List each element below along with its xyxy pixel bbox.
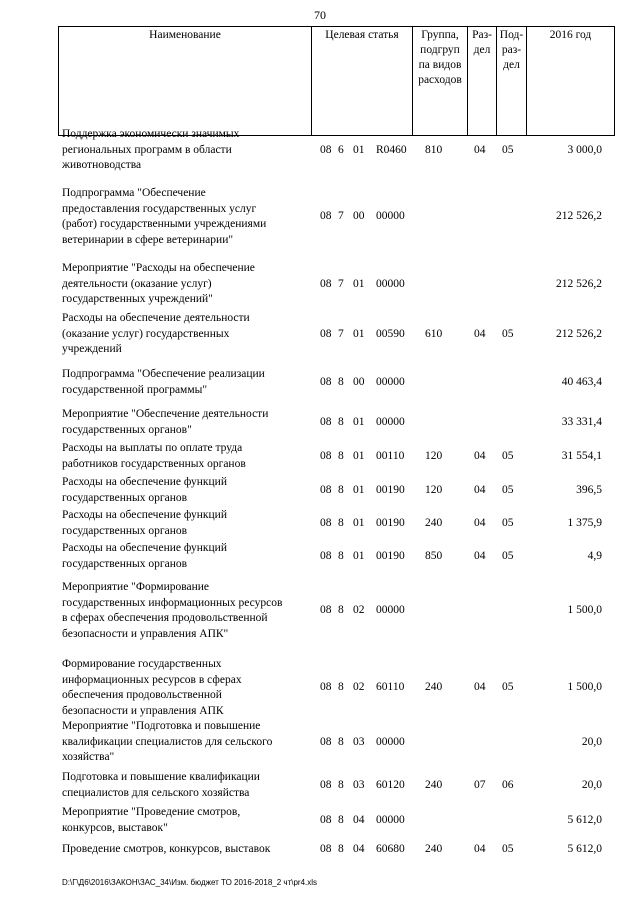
row-name-line: предоставления государственных услуг xyxy=(62,202,257,215)
row-name-line: работников государственных органов xyxy=(62,457,246,470)
code-direction: 00590 xyxy=(376,327,405,340)
row-name-line: Расходы на обеспечение функций xyxy=(62,476,227,488)
code-measure: 01 xyxy=(353,449,365,462)
header-target xyxy=(312,27,413,135)
code-measure: 04 xyxy=(353,813,365,826)
subsection: 05 xyxy=(502,681,514,694)
code-direction: 60120 xyxy=(376,778,405,791)
code-program: 08 xyxy=(320,843,332,855)
section: 04 xyxy=(474,681,486,694)
row-name-line: Поддержка экономически значимых xyxy=(62,128,240,140)
header-group xyxy=(413,27,468,135)
file-path-footer: D:\Г\Д6\2016\ЗАКОН\ЗАС_34\Изм. бюджет ТО 2016-2018_2 чт\pr4.xls xyxy=(62,878,318,887)
code-program: 08 xyxy=(320,549,332,562)
amount-2016: 40 463,4 xyxy=(561,375,602,388)
code-direction: 60680 xyxy=(376,843,405,855)
row-name-line: хозяйства" xyxy=(62,751,115,763)
row-name-line: обеспечения продовольственной xyxy=(62,689,222,701)
header-section-line: Раз- xyxy=(472,29,492,41)
code-measure: 04 xyxy=(353,843,365,855)
expense-type: 610 xyxy=(425,327,443,340)
section: 04 xyxy=(474,516,486,529)
row-name-line: Подпрограмма "Обеспечение реализации xyxy=(62,368,265,380)
code-direction: 00000 xyxy=(376,735,405,748)
row-name-line: учреждений xyxy=(62,343,122,355)
code-subprogram: 8 xyxy=(338,843,344,855)
expense-type: 240 xyxy=(425,843,443,855)
code-direction: 00000 xyxy=(376,813,405,826)
code-program: 08 xyxy=(320,415,332,428)
code-measure: 03 xyxy=(353,735,365,748)
amount-2016: 1 500,0 xyxy=(567,681,602,694)
row-name xyxy=(62,657,312,719)
code-program: 08 xyxy=(320,778,332,791)
code-program: 08 xyxy=(320,735,332,748)
row-name-line: Мероприятие "Проведение смотров, xyxy=(62,806,241,818)
expense-type: 850 xyxy=(425,549,443,562)
section: 04 xyxy=(474,549,486,562)
code-direction: R0460 xyxy=(376,143,407,156)
section: 04 xyxy=(474,143,486,156)
code-measure: 02 xyxy=(353,681,365,694)
code-program: 08 xyxy=(320,277,332,290)
code-direction: 00190 xyxy=(376,549,405,562)
header-group-line: па видов xyxy=(418,59,462,71)
subsection: 05 xyxy=(502,516,514,529)
code-measure: 00 xyxy=(353,375,365,388)
code-subprogram: 8 xyxy=(338,415,344,428)
subsection: 05 xyxy=(502,483,514,496)
row-name xyxy=(62,719,312,766)
row-name-line: деятельности (оказание услуг) xyxy=(62,277,212,290)
code-measure: 01 xyxy=(353,277,365,290)
code-measure: 01 xyxy=(353,415,365,428)
row-name xyxy=(62,311,312,358)
code-program: 08 xyxy=(320,449,332,462)
code-program: 08 xyxy=(320,516,332,529)
row-name-line: Расходы на обеспечение функций xyxy=(62,542,227,554)
row-name xyxy=(62,441,312,472)
header-year xyxy=(527,27,614,135)
code-direction: 00000 xyxy=(376,604,405,617)
table-row xyxy=(0,475,640,506)
header-section xyxy=(468,27,497,135)
table-row xyxy=(0,127,640,174)
table-header xyxy=(58,26,615,136)
code-measure: 01 xyxy=(353,327,365,340)
table-row xyxy=(0,261,640,308)
expense-type: 120 xyxy=(425,449,443,462)
header-group-line: Группа, xyxy=(421,29,459,41)
row-name-line: региональных программ в области xyxy=(62,143,232,156)
header-name xyxy=(59,27,312,135)
amount-2016: 20,0 xyxy=(581,778,602,791)
code-program: 08 xyxy=(320,210,332,223)
row-name-line: Мероприятие "Формирование xyxy=(62,581,210,593)
header-subsection-line: раз- xyxy=(501,44,522,56)
row-name-line: Мероприятие "Подготовка и повышение xyxy=(62,720,261,732)
amount-2016: 5 612,0 xyxy=(567,843,602,855)
row-name-line: в сферах обеспечения продовольственной xyxy=(62,612,268,624)
section: 04 xyxy=(474,327,486,340)
header-section-line: дел xyxy=(473,44,491,56)
header-subsection-line: дел xyxy=(503,59,520,71)
code-direction: 00000 xyxy=(376,415,405,428)
code-subprogram: 7 xyxy=(338,277,344,290)
code-subprogram: 7 xyxy=(338,327,344,340)
expense-type: 240 xyxy=(425,778,443,791)
row-name-line: Расходы на обеспечение деятельности xyxy=(62,312,250,324)
code-subprogram: 6 xyxy=(338,143,344,156)
code-direction: 00190 xyxy=(376,516,405,529)
amount-2016: 212 526,2 xyxy=(556,277,602,290)
row-name-line: Расходы на выплаты по оплате труда xyxy=(62,442,243,454)
header-year-label: 2016 год xyxy=(549,29,592,41)
amount-2016: 212 526,2 xyxy=(556,210,602,223)
row-name-line: государственных органов xyxy=(62,491,188,504)
table-row xyxy=(0,441,640,472)
header-name-label: Наименование xyxy=(149,29,221,41)
amount-2016: 33 331,4 xyxy=(561,415,602,428)
code-measure: 01 xyxy=(353,549,365,562)
amount-2016: 396,5 xyxy=(576,483,602,496)
code-subprogram: 7 xyxy=(338,210,344,223)
table-row xyxy=(0,842,640,858)
header-target-label: Целевая статья xyxy=(325,29,399,41)
row-name xyxy=(62,475,312,506)
header-subsection-line: Под- xyxy=(499,29,524,41)
amount-2016: 212 526,2 xyxy=(556,327,602,340)
row-name xyxy=(62,805,312,836)
row-name-line: информационных ресурсов в сферах xyxy=(62,673,242,686)
row-name-line: животноводства xyxy=(62,159,142,171)
subsection: 05 xyxy=(502,143,514,156)
code-subprogram: 8 xyxy=(338,549,344,562)
code-measure: 00 xyxy=(353,210,365,223)
code-direction: 00000 xyxy=(376,375,405,388)
code-program: 08 xyxy=(320,681,332,694)
expense-type: 240 xyxy=(425,681,443,694)
table-row xyxy=(0,805,640,836)
amount-2016: 3 000,0 xyxy=(567,143,602,156)
code-subprogram: 8 xyxy=(338,516,344,529)
table-row xyxy=(0,311,640,358)
row-name-line: Формирование государственных xyxy=(62,658,222,670)
row-name-line: Расходы на обеспечение функций xyxy=(62,509,227,521)
row-name-line: Проведение смотров, конкурсов, выставок xyxy=(62,843,271,855)
row-name-line: безопасности и управления АПК xyxy=(62,704,224,717)
code-subprogram: 8 xyxy=(338,813,344,826)
expense-type: 240 xyxy=(425,516,443,529)
row-name-line: государственных органов" xyxy=(62,423,192,436)
amount-2016: 4,9 xyxy=(587,549,602,562)
section: 04 xyxy=(474,843,486,855)
code-program: 08 xyxy=(320,604,332,617)
code-measure: 01 xyxy=(353,143,365,156)
code-program: 08 xyxy=(320,813,332,826)
code-program: 08 xyxy=(320,143,332,156)
row-name-line: квалификации специалистов для сельского xyxy=(62,735,273,748)
row-name-line: специалистов для сельского хозяйства xyxy=(62,786,250,799)
amount-2016: 5 612,0 xyxy=(567,813,602,826)
row-name xyxy=(62,541,312,572)
row-name-line: Мероприятие "Обеспечение деятельности xyxy=(62,408,269,420)
code-direction: 60110 xyxy=(376,681,405,694)
amount-2016: 31 554,1 xyxy=(561,449,602,462)
code-subprogram: 8 xyxy=(338,735,344,748)
section: 07 xyxy=(474,778,486,791)
row-name xyxy=(62,186,312,248)
row-name-line: Подготовка и повышение квалификации xyxy=(62,771,260,783)
row-name-line: (работ) государственными учреждениями xyxy=(62,218,267,230)
table-row xyxy=(0,657,640,719)
table-row xyxy=(0,770,640,801)
row-name xyxy=(62,770,312,801)
header-subsection xyxy=(497,27,527,135)
expense-type: 120 xyxy=(425,483,443,496)
code-program: 08 xyxy=(320,327,332,340)
subsection: 05 xyxy=(502,843,514,855)
table-row xyxy=(0,407,640,438)
code-direction: 00110 xyxy=(376,449,405,462)
code-subprogram: 8 xyxy=(338,375,344,388)
code-measure: 01 xyxy=(353,483,365,496)
header-group-line: расходов xyxy=(418,74,462,86)
row-name-line: государственных учреждений" xyxy=(62,293,213,305)
row-name-line: Мероприятие "Расходы на обеспечение xyxy=(62,262,255,274)
table-row xyxy=(0,186,640,248)
table-row xyxy=(0,580,640,642)
row-name-line: государственных информационных ресурсов xyxy=(62,596,283,609)
code-subprogram: 8 xyxy=(338,604,344,617)
code-subprogram: 8 xyxy=(338,449,344,462)
code-program: 08 xyxy=(320,375,332,388)
code-measure: 02 xyxy=(353,604,365,617)
row-name-line: конкурсов, выставок" xyxy=(62,821,168,834)
subsection: 05 xyxy=(502,449,514,462)
code-subprogram: 8 xyxy=(338,483,344,496)
header-group-line: подгруп xyxy=(420,44,460,56)
row-name xyxy=(62,261,312,308)
table-row xyxy=(0,719,640,766)
row-name-line: государственных органов xyxy=(62,524,188,537)
row-name-line: Подпрограмма "Обеспечение xyxy=(62,187,206,199)
section: 04 xyxy=(474,483,486,496)
expense-type: 810 xyxy=(425,143,443,156)
row-name-line: (оказание услуг) государственных xyxy=(62,327,230,340)
subsection: 05 xyxy=(502,549,514,562)
row-name xyxy=(62,508,312,539)
row-name xyxy=(62,367,312,398)
row-name xyxy=(62,842,312,858)
code-subprogram: 8 xyxy=(338,778,344,791)
code-direction: 00000 xyxy=(376,210,405,223)
code-measure: 01 xyxy=(353,516,365,529)
table-row xyxy=(0,367,640,398)
table-row xyxy=(0,541,640,572)
row-name-line: ветеринарии в сфере ветеринарии" xyxy=(62,233,234,246)
subsection: 06 xyxy=(502,778,514,791)
code-direction: 00190 xyxy=(376,483,405,496)
row-name xyxy=(62,127,312,174)
row-name-line: безопасности и управления АПК" xyxy=(62,627,229,640)
amount-2016: 1 375,9 xyxy=(567,516,602,529)
code-program: 08 xyxy=(320,483,332,496)
page-number: 70 xyxy=(314,8,326,22)
code-subprogram: 8 xyxy=(338,681,344,694)
row-name-line: государственных органов xyxy=(62,557,188,570)
row-name-line: государственной программы" xyxy=(62,383,208,396)
row-name xyxy=(62,580,312,642)
amount-2016: 20,0 xyxy=(581,735,602,748)
code-direction: 00000 xyxy=(376,277,405,290)
section: 04 xyxy=(474,449,486,462)
code-measure: 03 xyxy=(353,778,365,791)
row-name xyxy=(62,407,312,438)
table-row xyxy=(0,508,640,539)
amount-2016: 1 500,0 xyxy=(567,604,602,617)
subsection: 05 xyxy=(502,327,514,340)
